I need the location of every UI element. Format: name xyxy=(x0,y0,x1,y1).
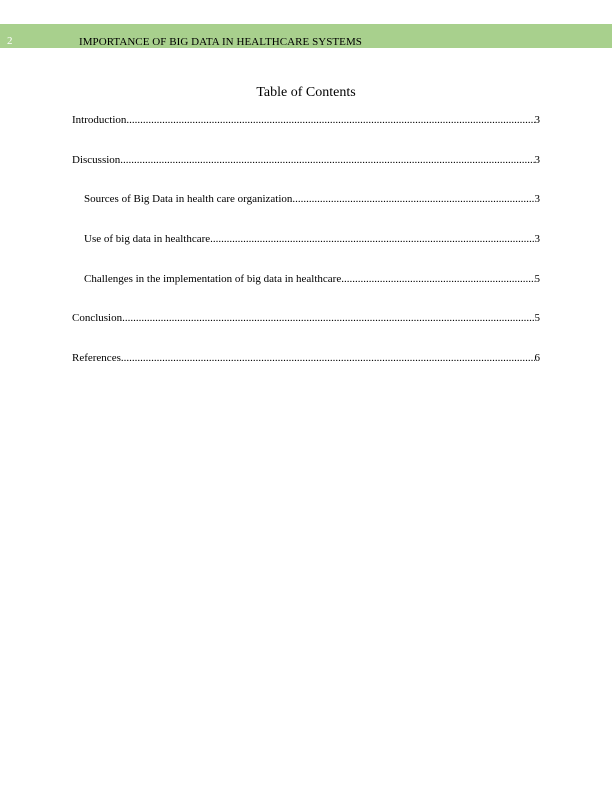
toc-dot-leader xyxy=(126,114,534,127)
toc-entry-label: Conclusion xyxy=(72,312,123,324)
toc-entry-use-of-big-data[interactable] xyxy=(84,233,540,246)
toc-dot-leader xyxy=(210,233,534,246)
toc-dot-leader xyxy=(120,154,534,167)
toc-entry-page: 6 xyxy=(534,352,540,364)
toc-entry-references[interactable] xyxy=(72,352,540,365)
toc-entry-label: Sources of Big Data in health care organization xyxy=(84,193,293,205)
toc-entry-label: Introduction xyxy=(72,114,127,126)
header-band xyxy=(0,24,612,48)
page-number: 2 xyxy=(7,35,13,47)
toc-entry-label: Discussion xyxy=(72,154,121,166)
toc-dot-leader xyxy=(341,273,534,286)
toc-entry-challenges[interactable] xyxy=(84,273,540,286)
toc-entry-conclusion[interactable] xyxy=(72,312,540,325)
toc-entry-page: 5 xyxy=(534,312,540,324)
toc-entry-page: 5 xyxy=(534,273,540,285)
toc-dot-leader xyxy=(122,312,534,325)
toc-entry-page: 3 xyxy=(534,233,540,245)
toc-entry-page: 3 xyxy=(534,193,540,205)
toc-entry-label: Use of big data in healthcare xyxy=(84,233,211,245)
running-head: IMPORTANCE OF BIG DATA IN HEALTHCARE SYSTEMS xyxy=(79,36,362,48)
toc-entry-discussion[interactable] xyxy=(72,154,540,167)
toc-entry-introduction[interactable] xyxy=(72,114,540,127)
toc-entry-page: 3 xyxy=(534,154,540,166)
toc-title: Table of Contents xyxy=(256,85,356,100)
toc-entry-sources-of-big-data[interactable] xyxy=(84,193,540,206)
toc-entry-label: Challenges in the implementation of big data in healthcare xyxy=(84,273,342,285)
toc-entry-page: 3 xyxy=(534,114,540,126)
toc-dot-leader xyxy=(121,352,535,365)
toc-dot-leader xyxy=(292,193,534,206)
toc-entry-label: References xyxy=(72,352,121,364)
